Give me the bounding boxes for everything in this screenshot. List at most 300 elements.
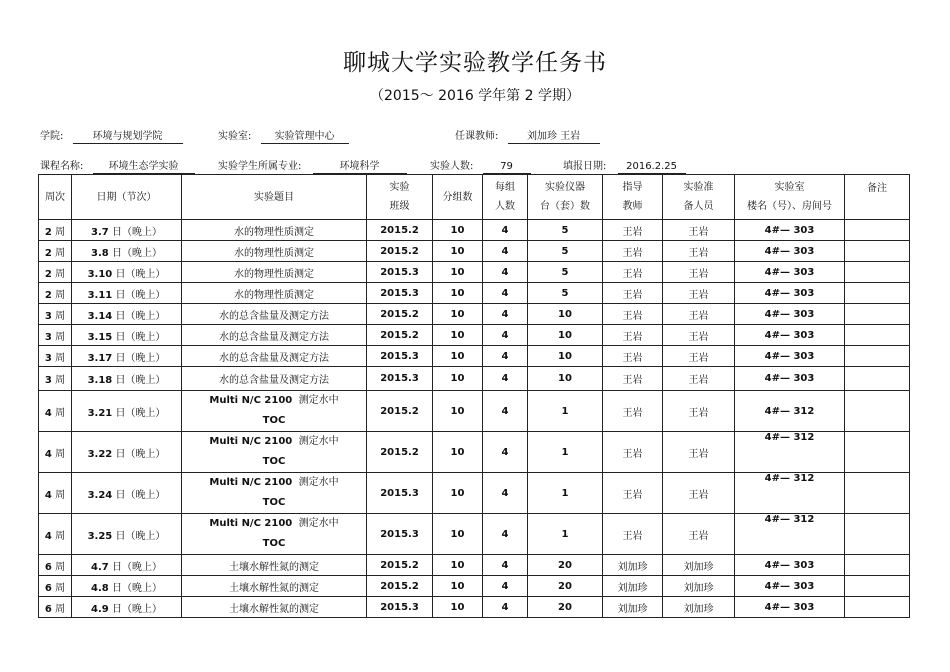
date-session: 日（晚上） [111, 226, 162, 238]
date-value: 3.17 [87, 352, 113, 364]
header-per-group-line2: 人数 [495, 201, 515, 212]
header-room [735, 175, 845, 220]
date-label: 填报日期: [563, 161, 607, 172]
groups-cell: 10 [433, 346, 483, 367]
prep-cell: 王岩 [663, 241, 735, 262]
header-room-line2: 楼名（号）、房间号 [747, 201, 832, 212]
table-row [39, 241, 910, 262]
topic-method: 测定水中 [298, 436, 339, 447]
date-cell [72, 473, 182, 514]
date-cell [72, 514, 182, 555]
date-value: 3.8 [91, 247, 109, 259]
notes-cell [845, 241, 910, 262]
date-cell [72, 325, 182, 346]
document-title: 聊城大学实验教学任务书 [343, 50, 607, 76]
table-row [39, 346, 910, 367]
instruments-cell: 20 [528, 597, 603, 618]
week-number: 6 [44, 561, 52, 573]
instruments-cell: 20 [528, 555, 603, 576]
topic-cell: 水的物理性质测定 [182, 283, 367, 304]
room-cell: 4#— 303 [735, 555, 845, 576]
date-session: 日（晚上） [115, 310, 166, 322]
groups-cell: 10 [433, 391, 483, 432]
instructor-cell: 王岩 [603, 432, 663, 473]
per-group-cell: 4 [483, 514, 528, 555]
week-unit: 周 [55, 289, 66, 301]
per-group-cell: 4 [483, 283, 528, 304]
header-per-group-line1: 每组 [495, 182, 515, 193]
course-label: 课程名称: [40, 161, 84, 172]
semester-subtitle: （2015～ 2016 学年第 2 学期） [370, 88, 580, 104]
table-row [39, 304, 910, 325]
college-value: 环境与规划学院 [73, 131, 183, 144]
per-group-cell: 4 [483, 473, 528, 514]
date-value: 3.11 [87, 289, 113, 301]
room-cell: 4#— 312 [735, 514, 845, 555]
room-cell: 4#— 312 [735, 473, 845, 514]
class-cell: 2015.2 [367, 220, 433, 241]
instruments-cell: 1 [528, 432, 603, 473]
topic-cell: 水的总含盐量及测定方法 [182, 304, 367, 325]
class-cell: 2015.2 [367, 325, 433, 346]
major-label: 实验学生所属专业: [218, 161, 302, 172]
topic-cell: 水的总含盐量及测定方法 [182, 346, 367, 367]
date-cell [72, 367, 182, 391]
notes-cell [845, 262, 910, 283]
table-row [39, 325, 910, 346]
notes-cell [845, 555, 910, 576]
date-session: 日（晚上） [111, 582, 162, 594]
groups-cell: 10 [433, 283, 483, 304]
date-cell [72, 597, 182, 618]
count-label: 实验人数: [430, 161, 474, 172]
per-group-cell: 4 [483, 367, 528, 391]
notes-cell [845, 304, 910, 325]
week-number: 3 [44, 352, 52, 364]
prep-cell: 王岩 [663, 391, 735, 432]
table-row [39, 597, 910, 618]
date-value: 3.14 [87, 310, 113, 322]
date-cell [72, 432, 182, 473]
notes-cell [845, 597, 910, 618]
date-cell [72, 241, 182, 262]
instructor-cell: 王岩 [603, 346, 663, 367]
header-class [367, 175, 433, 220]
week-unit: 周 [55, 268, 66, 280]
table-row [39, 432, 910, 473]
per-group-cell: 4 [483, 304, 528, 325]
instructor-cell: 王岩 [603, 262, 663, 283]
week-number: 3 [44, 310, 52, 322]
date-session: 日（晚上） [115, 289, 166, 301]
class-cell: 2015.2 [367, 555, 433, 576]
room-cell: 4#— 303 [735, 367, 845, 391]
major-field [218, 157, 407, 174]
per-group-cell: 4 [483, 241, 528, 262]
date-session: 日（晚上） [115, 448, 166, 460]
topic-cell: 土壤水解性氮的测定 [182, 555, 367, 576]
teacher-field [455, 127, 600, 144]
week-number: 2 [44, 268, 52, 280]
notes-cell [845, 576, 910, 597]
table-row [39, 220, 910, 241]
groups-cell: 10 [433, 241, 483, 262]
instructor-cell: 王岩 [603, 391, 663, 432]
lab-field [218, 127, 349, 144]
topic-cell: 土壤水解性氮的测定 [182, 576, 367, 597]
lab-label: 实验室: [218, 131, 252, 142]
per-group-cell: 4 [483, 346, 528, 367]
groups-cell: 10 [433, 367, 483, 391]
week-number: 3 [44, 331, 52, 343]
table-row [39, 473, 910, 514]
date-value: 3.15 [87, 331, 113, 343]
date-value: 4.7 [91, 561, 109, 573]
class-cell: 2015.2 [367, 241, 433, 262]
week-unit: 周 [55, 603, 66, 615]
instruments-cell: 10 [528, 304, 603, 325]
header-notes: 备注 [845, 175, 910, 220]
header-topic: 实验题目 [182, 175, 367, 220]
groups-cell: 10 [433, 220, 483, 241]
week-cell [39, 346, 72, 367]
instructor-cell: 王岩 [603, 283, 663, 304]
room-cell: 4#— 303 [735, 597, 845, 618]
header-week: 周次 [39, 175, 72, 220]
topic-cell: 水的物理性质测定 [182, 241, 367, 262]
instructor-cell: 王岩 [603, 514, 663, 555]
date-cell [72, 346, 182, 367]
topic-method: 测定水中 [298, 477, 339, 488]
table-row [39, 391, 910, 432]
instructor-cell: 刘加珍 [603, 597, 663, 618]
per-group-cell: 4 [483, 220, 528, 241]
week-number: 2 [44, 289, 52, 301]
room-cell: 4#— 312 [735, 391, 845, 432]
header-per-group [483, 175, 528, 220]
topic-target: TOC [262, 497, 286, 508]
topic-cell [182, 514, 367, 555]
date-value: 3.10 [87, 268, 113, 280]
week-cell [39, 304, 72, 325]
table-row [39, 555, 910, 576]
header-instruments [528, 175, 603, 220]
topic-instrument: Multi N/C 2100 [209, 395, 293, 406]
prep-cell: 王岩 [663, 346, 735, 367]
topic-instrument: Multi N/C 2100 [209, 518, 293, 529]
date-value: 4.9 [91, 603, 109, 615]
instruments-cell: 1 [528, 391, 603, 432]
header-prep-line2: 备人员 [683, 201, 714, 212]
week-unit: 周 [55, 310, 66, 322]
room-cell: 4#— 303 [735, 220, 845, 241]
room-cell: 4#— 303 [735, 262, 845, 283]
task-table [38, 174, 910, 618]
instruments-cell: 1 [528, 473, 603, 514]
week-cell [39, 391, 72, 432]
date-cell [72, 283, 182, 304]
header-instruments-line2: 台（套）数 [540, 201, 590, 212]
week-unit: 周 [55, 489, 66, 501]
notes-cell [845, 391, 910, 432]
prep-cell: 王岩 [663, 432, 735, 473]
date-value: 3.22 [87, 448, 113, 460]
week-unit: 周 [55, 561, 66, 573]
date-session: 日（晚上） [111, 561, 162, 573]
lab-value: 实验管理中心 [261, 131, 349, 144]
instructor-cell: 王岩 [603, 220, 663, 241]
header-instructor-line1: 指导 [622, 182, 643, 193]
groups-cell: 10 [433, 325, 483, 346]
topic-instrument: Multi N/C 2100 [209, 477, 293, 488]
date-value: 4.8 [91, 582, 109, 594]
week-unit: 周 [55, 247, 66, 259]
groups-cell: 10 [433, 432, 483, 473]
date-cell [72, 576, 182, 597]
date-session: 日（晚上） [115, 331, 166, 343]
teacher-label: 任课教师: [455, 131, 499, 142]
room-cell: 4#— 312 [735, 432, 845, 473]
topic-method: 测定水中 [298, 395, 339, 406]
date-session: 日（晚上） [115, 352, 166, 364]
week-number: 6 [44, 582, 52, 594]
table-row [39, 262, 910, 283]
groups-cell: 10 [433, 262, 483, 283]
instructor-cell: 王岩 [603, 325, 663, 346]
groups-cell: 10 [433, 597, 483, 618]
room-cell: 4#— 303 [735, 304, 845, 325]
date-session: 日（晚上） [111, 247, 162, 259]
class-cell: 2015.3 [367, 367, 433, 391]
topic-method: 测定水中 [298, 518, 339, 529]
class-cell: 2015.3 [367, 283, 433, 304]
date-session: 日（晚上） [115, 489, 166, 501]
date-cell [72, 262, 182, 283]
week-cell [39, 241, 72, 262]
per-group-cell: 4 [483, 432, 528, 473]
notes-cell [845, 346, 910, 367]
instructor-cell: 王岩 [603, 241, 663, 262]
notes-cell [845, 283, 910, 304]
topic-cell: 水的物理性质测定 [182, 220, 367, 241]
topic-cell [182, 473, 367, 514]
week-cell [39, 283, 72, 304]
prep-cell: 刘加珍 [663, 555, 735, 576]
date-session: 日（晚上） [115, 375, 166, 386]
date-value: 3.7 [91, 226, 109, 238]
week-unit: 周 [55, 530, 66, 542]
week-cell [39, 262, 72, 283]
class-cell: 2015.3 [367, 597, 433, 618]
instructor-cell: 王岩 [603, 367, 663, 391]
prep-cell: 刘加珍 [663, 597, 735, 618]
date-session: 日（晚上） [111, 603, 162, 615]
week-number: 4 [44, 407, 52, 419]
class-cell: 2015.3 [367, 473, 433, 514]
table-row [39, 367, 910, 391]
class-cell: 2015.2 [367, 576, 433, 597]
notes-cell [845, 514, 910, 555]
week-cell [39, 576, 72, 597]
date-session: 日（晚上） [115, 530, 166, 542]
topic-cell: 水的总含盐量及测定方法 [182, 367, 367, 391]
header-date: 日期（节次） [72, 175, 182, 220]
topic-instrument: Multi N/C 2100 [209, 436, 293, 447]
college-label: 学院: [40, 131, 64, 142]
topic-cell: 水的物理性质测定 [182, 262, 367, 283]
count-value: 79 [483, 161, 531, 174]
course-value: 环境生态学实验 [93, 161, 195, 174]
topic-cell [182, 391, 367, 432]
date-cell [72, 304, 182, 325]
count-field [430, 157, 531, 174]
header-groups: 分组数 [433, 175, 483, 220]
prep-cell: 刘加珍 [663, 576, 735, 597]
room-cell: 4#— 303 [735, 346, 845, 367]
week-cell [39, 597, 72, 618]
room-cell: 4#— 303 [735, 283, 845, 304]
per-group-cell: 4 [483, 262, 528, 283]
instruments-cell: 10 [528, 346, 603, 367]
header-prep-line1: 实验准 [683, 182, 714, 193]
topic-cell: 土壤水解性氮的测定 [182, 597, 367, 618]
room-cell: 4#— 303 [735, 576, 845, 597]
date-session: 日（晚上） [115, 268, 166, 280]
per-group-cell: 4 [483, 391, 528, 432]
notes-cell [845, 325, 910, 346]
instructor-cell: 刘加珍 [603, 576, 663, 597]
date-value: 3.21 [87, 407, 113, 419]
prep-cell: 王岩 [663, 514, 735, 555]
instruments-cell: 5 [528, 220, 603, 241]
instruments-cell: 10 [528, 325, 603, 346]
week-unit: 周 [55, 582, 66, 594]
prep-cell: 王岩 [663, 473, 735, 514]
week-cell [39, 514, 72, 555]
topic-target: TOC [262, 456, 286, 467]
room-cell: 4#— 303 [735, 241, 845, 262]
per-group-cell: 4 [483, 597, 528, 618]
date-cell [72, 391, 182, 432]
prep-cell: 王岩 [663, 304, 735, 325]
week-cell [39, 432, 72, 473]
instruments-cell: 5 [528, 262, 603, 283]
notes-cell [845, 473, 910, 514]
week-cell [39, 473, 72, 514]
per-group-cell: 4 [483, 576, 528, 597]
header-instructor-line2: 教师 [622, 201, 643, 212]
date-value: 3.24 [87, 489, 113, 501]
prep-cell: 王岩 [663, 220, 735, 241]
date-field [563, 157, 686, 174]
teacher-value: 刘加珍 王岩 [508, 131, 600, 144]
prep-cell: 王岩 [663, 367, 735, 391]
instruments-cell: 20 [528, 576, 603, 597]
week-cell [39, 367, 72, 391]
week-number: 4 [44, 448, 52, 460]
week-number: 2 [44, 247, 52, 259]
per-group-cell: 4 [483, 325, 528, 346]
topic-target: TOC [262, 538, 286, 549]
week-unit: 周 [55, 331, 66, 343]
groups-cell: 10 [433, 473, 483, 514]
date-value: 3.25 [87, 530, 113, 542]
notes-cell [845, 367, 910, 391]
table-row [39, 514, 910, 555]
table-row [39, 576, 910, 597]
major-value: 环境科学 [313, 161, 407, 174]
instructor-cell: 王岩 [603, 473, 663, 514]
college-field [40, 127, 183, 144]
class-cell: 2015.3 [367, 346, 433, 367]
instruments-cell: 1 [528, 514, 603, 555]
week-unit: 周 [55, 448, 66, 460]
instructor-cell: 刘加珍 [603, 555, 663, 576]
header-row [39, 175, 910, 220]
header-prep [663, 175, 735, 220]
date-value: 3.18 [87, 375, 113, 386]
header-class-line2: 班级 [389, 201, 410, 212]
prep-cell: 王岩 [663, 283, 735, 304]
topic-cell: 水的总含盐量及测定方法 [182, 325, 367, 346]
instruments-cell: 5 [528, 283, 603, 304]
table-row [39, 283, 910, 304]
week-unit: 周 [55, 352, 66, 364]
week-unit: 周 [55, 226, 66, 238]
course-field [40, 157, 195, 174]
notes-cell [845, 220, 910, 241]
week-unit: 周 [55, 375, 66, 386]
week-number: 4 [44, 530, 52, 542]
groups-cell: 10 [433, 576, 483, 597]
topic-target: TOC [262, 415, 286, 426]
week-unit: 周 [55, 407, 66, 419]
class-cell: 2015.2 [367, 432, 433, 473]
instruments-cell: 10 [528, 367, 603, 391]
prep-cell: 王岩 [663, 262, 735, 283]
week-number: 6 [44, 603, 52, 615]
week-cell [39, 220, 72, 241]
week-cell [39, 325, 72, 346]
class-cell: 2015.3 [367, 262, 433, 283]
header-class-line1: 实验 [389, 182, 410, 193]
date-value: 2016.2.25 [618, 161, 686, 174]
instructor-cell: 王岩 [603, 304, 663, 325]
notes-cell [845, 432, 910, 473]
prep-cell: 王岩 [663, 325, 735, 346]
week-number: 4 [44, 489, 52, 501]
header-instructor [603, 175, 663, 220]
topic-cell [182, 432, 367, 473]
groups-cell: 10 [433, 555, 483, 576]
room-cell: 4#— 303 [735, 325, 845, 346]
header-room-line1: 实验室 [774, 182, 805, 193]
header-instruments-line1: 实验仪器 [545, 182, 585, 193]
date-cell [72, 220, 182, 241]
class-cell: 2015.2 [367, 391, 433, 432]
week-cell [39, 555, 72, 576]
date-session: 日（晚上） [115, 407, 166, 419]
class-cell: 2015.2 [367, 304, 433, 325]
groups-cell: 10 [433, 514, 483, 555]
per-group-cell: 4 [483, 555, 528, 576]
week-number: 3 [44, 375, 52, 386]
groups-cell: 10 [433, 304, 483, 325]
class-cell: 2015.3 [367, 514, 433, 555]
instruments-cell: 5 [528, 241, 603, 262]
week-number: 2 [44, 226, 52, 238]
date-cell [72, 555, 182, 576]
